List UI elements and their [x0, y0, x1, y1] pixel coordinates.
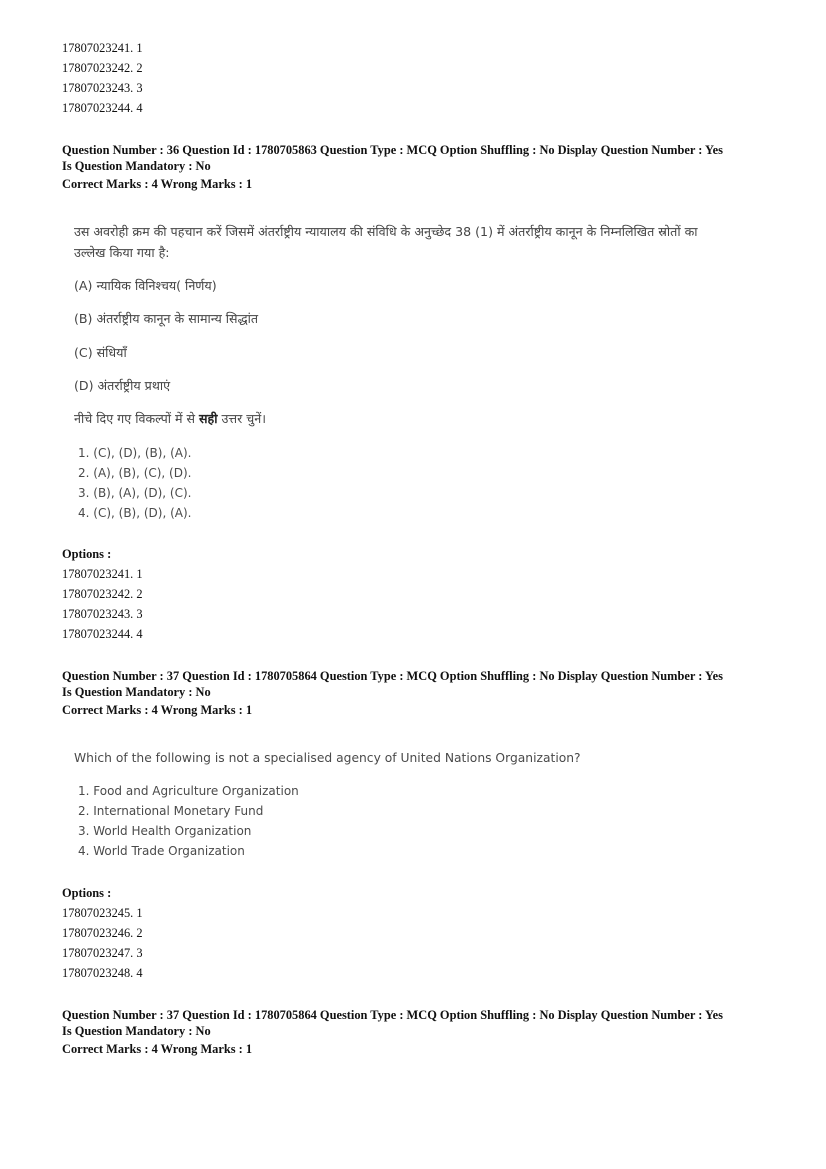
answer-choice: 3. (B), (A), (D), (C). [78, 486, 192, 500]
instruction-post: उत्तर चुनें। [217, 411, 267, 426]
question-mandatory: Is Question Mandatory : No [62, 159, 211, 173]
option-line: 17807023248. 4 [62, 966, 143, 980]
question-marks: Correct Marks : 4 Wrong Marks : 1 [62, 703, 253, 717]
option-line: 17807023246. 2 [62, 926, 143, 940]
instruction-bold: सही [199, 411, 218, 426]
question-header: Question Number : 36 Question Id : 1780705863 Question Type : MCQ Option Shuffling : No Display Question Number : Yes [62, 143, 723, 157]
question-mandatory: Is Question Mandatory : No [62, 685, 211, 699]
question-stem: Which of the following is not a specialised agency of United Nations Organization? [74, 751, 581, 765]
question-marks: Correct Marks : 4 Wrong Marks : 1 [62, 1042, 253, 1056]
question-header: Question Number : 37 Question Id : 1780705864 Question Type : MCQ Option Shuffling : No Display Question Number : Yes [62, 1008, 723, 1022]
instruction-pre: नीचे दिए गए विकल्पों में से [74, 411, 200, 426]
question-header: Question Number : 37 Question Id : 1780705864 Question Type : MCQ Option Shuffling : No Display Question Number : Yes [62, 669, 723, 683]
question-stem-continued: उल्लेख किया गया है: [74, 245, 170, 260]
option-line: 17807023247. 3 [62, 946, 143, 960]
option-line: 17807023245. 1 [62, 906, 143, 920]
question-mandatory: Is Question Mandatory : No [62, 1024, 211, 1038]
option-line: 17807023243. 3 [62, 607, 143, 621]
options-label: Options : [62, 886, 112, 900]
answer-choice: 2. (A), (B), (C), (D). [78, 466, 192, 480]
statement-item: (B) अंतर्राष्ट्रीय कानून के सामान्य सिद्धांत [74, 311, 259, 326]
answer-choice: 4. (C), (B), (D), (A). [78, 506, 192, 520]
option-line: 17807023242. 2 [62, 587, 143, 601]
option-line: 17807023242. 2 [62, 61, 143, 75]
question-stem: उस अवरोही क्रम की पहचान करें जिसमें अंतर्राष्ट्रीय न्यायालय की संविधि के अनुच्छेद 38 (1) में अंतर्राष्ट्रीय कानून के निम्नलिखित स्रोतों का [74, 224, 698, 239]
answer-choice: 1. (C), (D), (B), (A). [78, 446, 192, 460]
question-marks: Correct Marks : 4 Wrong Marks : 1 [62, 177, 253, 191]
answer-choice: 1. Food and Agriculture Organization [78, 784, 299, 798]
statement-item: (A) न्यायिक विनिश्चय( निर्णय) [74, 278, 217, 293]
option-line: 17807023244. 4 [62, 627, 143, 641]
option-line: 17807023241. 1 [62, 567, 143, 581]
answer-choice: 3. World Health Organization [78, 824, 252, 838]
answer-choice: 4. World Trade Organization [78, 844, 245, 858]
answer-choice: 2. International Monetary Fund [78, 804, 264, 818]
option-line: 17807023241. 1 [62, 41, 143, 55]
instruction-text [74, 410, 266, 427]
option-line: 17807023243. 3 [62, 81, 143, 95]
statement-item: (C) संधियाँ [74, 345, 127, 360]
option-line: 17807023244. 4 [62, 101, 143, 115]
options-label: Options : [62, 547, 112, 561]
statement-item: (D) अंतर्राष्ट्रीय प्रथाएं [74, 378, 171, 393]
